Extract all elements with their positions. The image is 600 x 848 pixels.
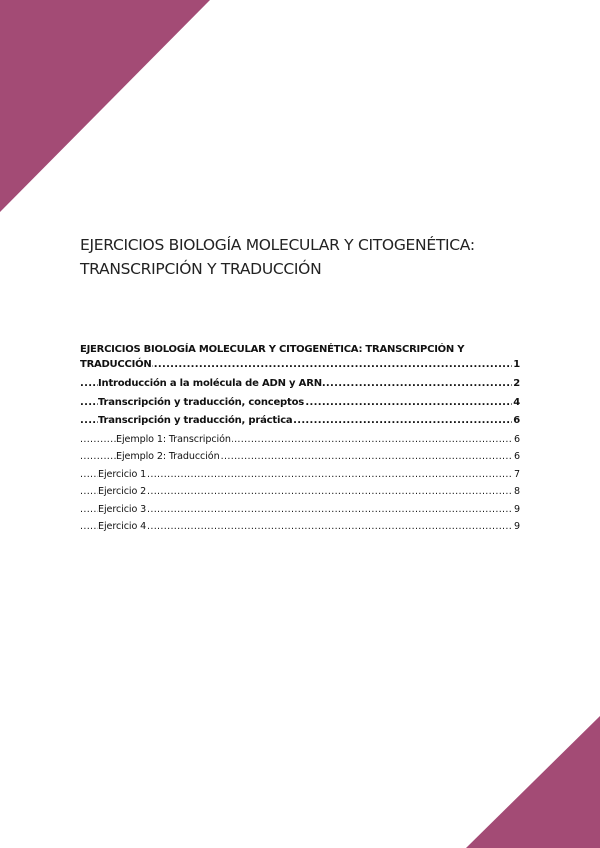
top-left-corner-triangle <box>0 0 210 212</box>
toc-page-number: 6 <box>513 431 520 449</box>
toc-page-number: 1 <box>512 356 520 373</box>
toc-entry-label: Ejercicio 2 <box>98 486 147 497</box>
toc-page-number: 7 <box>513 466 520 484</box>
toc-entry-main[interactable] <box>80 343 520 375</box>
toc-entry-label: Ejemplo 2: Traducción <box>116 451 220 462</box>
toc-entry-ejemplo-1[interactable] <box>80 431 520 449</box>
bottom-right-corner-triangle <box>466 716 600 848</box>
toc-entry-label: Introducción a la molécula de ADN y ARN. <box>98 378 326 389</box>
document-title-line-2: TRANSCRIPCIÓN Y TRADUCCIÓN <box>80 260 322 278</box>
toc-entry-ejercicio-2[interactable] <box>80 483 520 501</box>
table-of-contents <box>80 343 520 536</box>
toc-entry-ejercicio-3[interactable] <box>80 501 520 519</box>
toc-page-number: 2 <box>512 375 520 393</box>
toc-entry-practica[interactable] <box>80 412 520 430</box>
toc-page-number: 8 <box>513 483 520 501</box>
toc-entry-label: Transcripción y traducción, práctica <box>98 415 293 426</box>
toc-entry-main-line-1: EJERCICIOS BIOLOGÍA MOLECULAR Y CITOGENÉTICA: TRANSCRIPCIÓN Y <box>80 344 465 355</box>
toc-entry-label: Ejercicio 3 <box>98 503 147 515</box>
document-title <box>80 233 520 281</box>
toc-page-number: 9 <box>513 518 520 536</box>
toc-page-number: 6 <box>512 412 520 430</box>
toc-entry-ejercicio-1[interactable] <box>80 466 520 484</box>
toc-entry-label: Transcripción y traducción, conceptos <box>98 396 305 408</box>
toc-entry-ejercicio-4[interactable] <box>80 518 520 536</box>
toc-entry-introduccion[interactable] <box>80 375 520 393</box>
toc-entry-main-line-2: TRADUCCIÓN <box>80 359 152 370</box>
toc-page-number: 6 <box>513 448 520 466</box>
toc-page-number: 4 <box>512 394 520 412</box>
document-title-line-1: EJERCICIOS BIOLOGÍA MOLECULAR Y CITOGENÉTICA: <box>80 236 475 254</box>
toc-entry-ejemplo-2[interactable] <box>80 448 520 466</box>
toc-entry-label: Ejercicio 4 <box>98 521 147 532</box>
toc-entry-label: Ejercicio 1 <box>98 468 147 480</box>
toc-page-number: 9 <box>513 501 520 519</box>
toc-entry-conceptos[interactable] <box>80 394 520 412</box>
toc-entry-label: Ejemplo 1: Transcripción <box>116 433 231 445</box>
